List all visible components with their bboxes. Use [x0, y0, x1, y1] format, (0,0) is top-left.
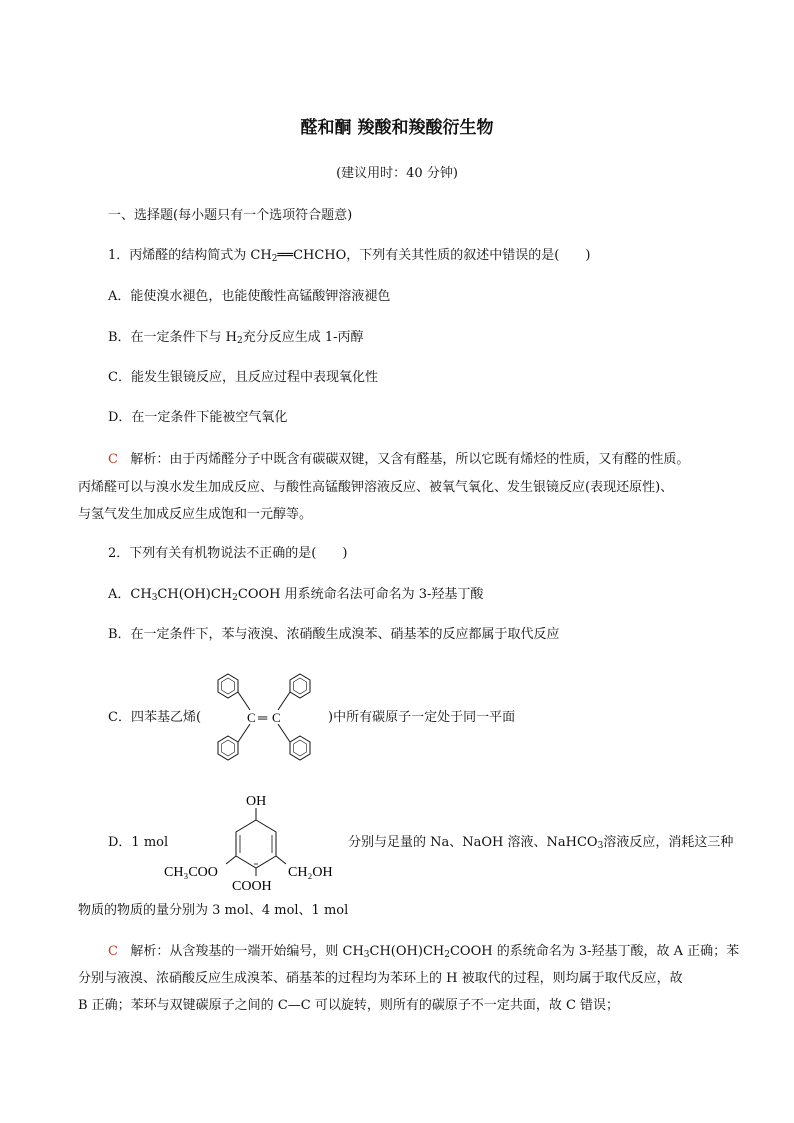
q2-option-a	[108, 587, 483, 603]
q2-answer: C	[108, 944, 118, 959]
q1-explanation-line1	[108, 452, 689, 468]
q2-option-d-part1: D．1 mol	[108, 835, 169, 850]
q2-opta-sub1: 3	[151, 593, 158, 603]
q1-option-d: D．在一定条件下能被空气氧化	[108, 410, 288, 425]
q2-opta-part1: A．CH	[108, 587, 152, 602]
q2-option-b: B．在一定条件下，苯与液溴、浓硝酸生成溴苯、硝基苯的反应都属于取代反应	[108, 627, 560, 642]
q2-exp1-sub2: 2	[444, 950, 450, 960]
q2-option-d-part2	[348, 835, 733, 851]
q1-optb-sub: 2	[237, 336, 243, 346]
q1-option-b	[108, 330, 364, 346]
carboxyl-label: COOH	[232, 879, 272, 894]
time-hint: (建议用时：40 分钟)	[336, 166, 458, 181]
q1-stem	[108, 248, 590, 264]
q1-explanation-line2: 丙烯醛可以与溴水发生加成反应、与酸性高锰酸钾溶液反应、被氧气氧化、发生银镜反应(表现还原性)、	[78, 480, 674, 495]
phenyl-ring-bottom-left	[218, 736, 238, 760]
q2-explanation-line2: 分别与液溴、浓硝酸反应生成溴苯、硝基苯的过程均为苯环上的 H 被取代的过程，则均属于取代反应，故	[78, 971, 683, 986]
q1-optb-part1: B．在一定条件下与 H	[108, 330, 238, 345]
q2-optd-part3: 溶液反应，消耗这三种	[603, 835, 734, 850]
phenyl-ring-bottom-right	[290, 736, 310, 760]
double-bond-sign: ═	[258, 710, 268, 725]
q1-stem-part2: ══CHCHO，下列有关其性质的叙述中错误的是( )	[277, 248, 591, 263]
q2-explanation-line1	[108, 944, 739, 960]
q1-stem-sub: 2	[271, 254, 278, 264]
section-heading: 一、选择题(每小题只有一个选项符合题意)	[108, 208, 353, 223]
q1-option-c: C．能发生银镜反应，且反应过程中表现氧化性	[108, 370, 378, 385]
hydroxymethyl-label: CH₂OH	[288, 865, 333, 880]
tetraphenylethylene-structure	[200, 664, 330, 772]
phenyl-ring-top-right	[290, 674, 310, 698]
q1-exp1-text: 解析：由于丙烯醛分子中既含有碳碳双键，又含有醛基，所以它既有烯烃的性质，又有醛的性质。	[130, 452, 690, 467]
benzene-ring	[236, 820, 276, 868]
molecule-structure	[158, 790, 354, 894]
q2-option-c-part2: )中所有碳原子一定处于同一平面	[328, 710, 516, 725]
q2-stem: 2．下列有关有机物说法不正确的是( )	[108, 546, 348, 561]
q2-opta-sub2: 2	[232, 593, 238, 603]
q2-opta-part3: COOH 用系统命名法可命名为 3-羟基丁酸	[237, 587, 484, 602]
alkene-carbon-left: C	[247, 710, 256, 725]
q2-opta-part2: CH(OH)CH	[157, 587, 233, 602]
q1-answer: C	[108, 452, 118, 467]
q2-exp1-part1: 解析：从含羧基的一端开始编号，则 CH	[130, 944, 364, 959]
acetoxy-label: CH₃COO	[164, 865, 218, 880]
q1-option-a: A．能使溴水褪色，也能使酸性高锰酸钾溶液褪色	[108, 289, 391, 304]
q2-exp1-part3: COOH 的系统命名为 3-羟基丁酸，故 A 正确；苯	[449, 944, 740, 959]
q2-option-c-part1: C．四苯基乙烯(	[108, 710, 202, 725]
hydroxyl-label: OH	[246, 794, 267, 809]
q2-optd-part2: 分别与足量的 Na、NaOH 溶液、NaHCO	[348, 835, 598, 850]
q2-exp1-sub1: 3	[363, 950, 370, 960]
alkene-carbon-right: C	[272, 710, 281, 725]
q2-explanation-line3: B 正确；苯环与双键碳原子之间的 C—C 可以旋转，则所有的碳原子不一定共面，故 C 错误；	[78, 998, 620, 1013]
phenyl-ring-top-left	[218, 674, 238, 698]
q1-stem-part1: 1．丙烯醛的结构简式为 CH	[108, 248, 272, 263]
q2-exp1-part2: CH(OH)CH	[369, 944, 445, 959]
q2-option-d-line2: 物质的物质的量分别为 3 mol、4 mol、1 mol	[78, 903, 349, 918]
page-title: 醛和酮 羧酸和羧酸衍生物	[300, 118, 494, 138]
q1-explanation-line3: 与氢气发生加成反应生成饱和一元醇等。	[78, 507, 313, 522]
q1-optb-part2: 充分反应生成 1-丙醇	[242, 330, 364, 345]
q2-optd-sub: 3	[597, 841, 604, 851]
